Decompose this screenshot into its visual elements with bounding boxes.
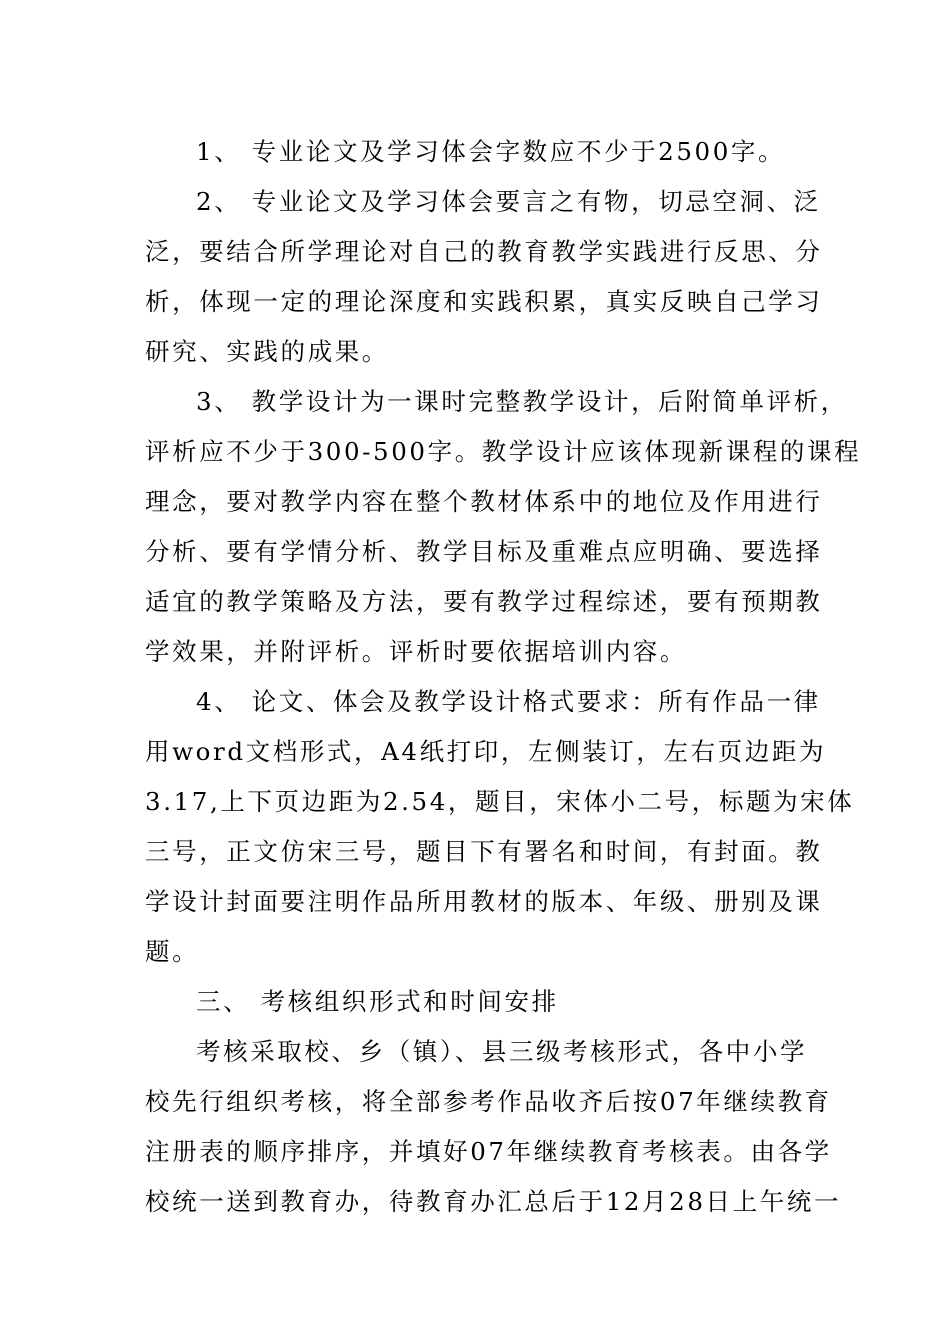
- text-line: 4、 论文、体会及教学设计格式要求：所有作品一律: [196, 687, 821, 716]
- text-line: 3.17,上下页边距为2.54，题目，宋体小二号，标题为宋体: [145, 787, 855, 816]
- text-line: 分析、要有学情分析、教学目标及重难点应明确、要选择: [145, 537, 823, 566]
- text-line: 用word文档形式，A4纸打印，左侧装订，左右页边距为: [145, 737, 827, 766]
- text-line: 泛，要结合所学理论对自己的教育教学实践进行反思、分: [145, 237, 823, 266]
- text-line: 校先行组织考核，将全部参考作品收齐后按07年继续教育: [145, 1087, 832, 1116]
- text-line: 学效果，并附评析。评析时要依据培训内容。: [145, 637, 687, 666]
- text-line: 评析应不少于300-500字。教学设计应该体现新课程的课程: [145, 437, 862, 466]
- text-line: 题。: [145, 937, 200, 966]
- text-line: 注册表的顺序排序，并填好07年继续教育考核表。由各学: [145, 1137, 832, 1166]
- text-line: 1、 专业论文及学习体会字数应不少于2500字。: [196, 137, 786, 166]
- text-line: 适宜的教学策略及方法，要有教学过程综述，要有预期教: [145, 587, 823, 616]
- text-line: 校统一送到教育办，待教育办汇总后于12月28日上午统一: [145, 1187, 842, 1216]
- text-line: 理念，要对教学内容在整个教材体系中的地位及作用进行: [145, 487, 823, 516]
- text-line: 考核采取校、乡（镇）、县三级考核形式，各中小学: [196, 1037, 808, 1066]
- section-heading: 三、 考核组织形式和时间安排: [196, 987, 559, 1016]
- text-line: 2、 专业论文及学习体会要言之有物，切忌空洞、泛: [196, 187, 821, 216]
- text-line: 三号，正文仿宋三号，题目下有署名和时间，有封面。教: [145, 837, 823, 866]
- text-line: 3、 教学设计为一课时完整教学设计，后附简单评析，: [196, 387, 848, 416]
- text-line: 学设计封面要注明作品所用教材的版本、年级、册别及课: [145, 887, 823, 916]
- text-line: 研究、实践的成果。: [145, 337, 389, 366]
- text-line: 析，体现一定的理论深度和实践积累，真实反映自己学习: [145, 287, 823, 316]
